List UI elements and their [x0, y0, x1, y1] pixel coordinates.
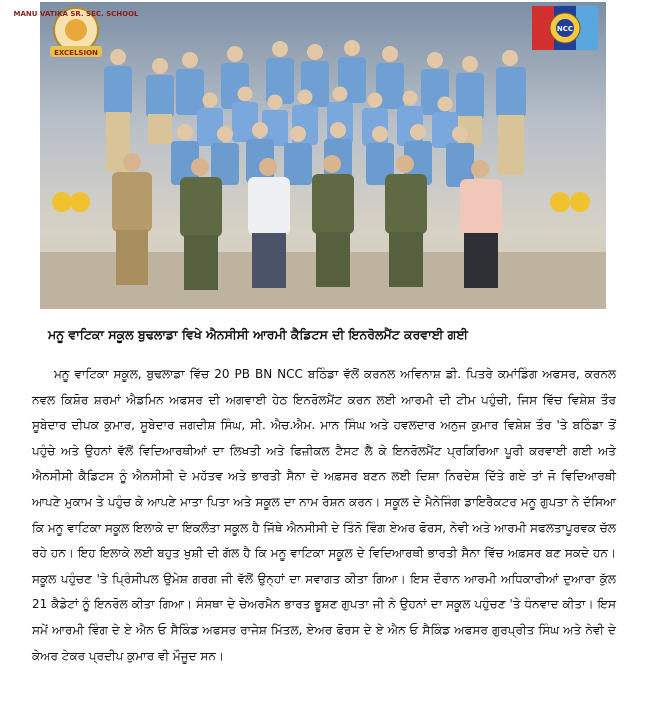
- article-body: ਮਨੂ ਵਾਟਿਕਾ ਸਕੂਲ, ਬੁਢਲਾਡਾ ਵਿੱਚ 20 PB BN NCC ਬਠਿੰਡਾ ਵੱਲੋਂ ਕਰਨਲ ਅਵਿਨਾਸ਼ ਡੀ. ਪਿਤਰੇ ਕਮਾਂਡਿੰਗ ਅਫਸਰ, ਕਰਨਲ ਨਵਲ ਕਿਸ਼ੋਰ ਸ਼ਰਮਾਂ ਐਡਮਿਨ ਅਫਸਰ ਦੀ ਅਗਵਾਈ ਹੇਠ ਇਨਰੋਲਮੈਂਟ ਕਰਨ ਲਈ ਆਰਮੀ ਦੀ ਟੀਮ ਪਹੁੰਚੀ, ਜਿਸ ਵਿੱਚ ਵਿਸ਼ੇਸ਼ ਤੌਰ ਸੂਬੇਦਾਰ ਦੀਪਕ ਕੁਮਾਰ, ਸੂਬੇਦਾਰ ਜਗਦੀਸ਼ ਸਿੰਘ, ਸੀ. ਐਚ.ਐਮ. ਮਾਨ ਸਿੰਘ ਅਤੇ ਹਵਲਦਾਰ ਅਨੁਜ ਕੁਮਾਰ ਵਿਸ਼ੇਸ਼ ਤੌਰ 'ਤੇ ਬਠਿੰਡਾ ਤੋਂ ਪਹੁੰਚੇ ਅਤੇ ਉਹਨਾਂ ਵੱਲੋਂ ਵਿਦਿਆਰਥੀਆਂ ਦਾ ਲਿਖਤੀ ਅਤੇ ਫਿਜ਼ੀਕਲ ਟੈਸਟ ਲੈ ਕੇ ਇਨਰੋਲਮੈਂਟ ਪ੍ਰਕਿਰਿਆ ਪੂਰੀ ਕਰਵਾਈ ਗਈ ਅਤੇ ਐਨਸੀਸੀ ਕੈਡਿਟਸ ਨੂੰ ਐਨਸੀਸੀ ਦੇ ਮਹੱਤਵ ਅਤੇ ਭਾਰਤੀ ਸੈਨਾ ਦੇ ਅਫ਼ਸਰ ਬਣਨ ਲਈ ਦਿਸ਼ਾ ਨਿਰਦੇਸ਼ ਦਿੱਤੇ ਗਏ ਤਾਂ ਜੋ ਵਿਦਿਆਰਥੀ ਆਪਣੇ ਮੁਕਾਮ ਤੇ ਪਹੁੰਚ ਕੇ ਆਪਣੇ ਮਾਤਾ ਪਿਤਾ ਅਤੇ ਸਕੂਲ ਦਾ ਨਾਮ ਰੋਸ਼ਨ ਕਰਨ। ਸਕੂਲ ਦੇ ਮੈਨੇਜਿੰਗ ਡਾਇਰੈਕਟਰ ਮਨੂ ਗੁਪਤਾ ਨੇ ਦੱਸਿਆ ਕਿ ਮਨੂ ਵਾਟਿਕਾ ਸਕੂਲ ਇਲਾਕੇ ਦਾ ਇਕਲੌਤਾ ਸਕੂਲ ਹੈ ਜਿੱਥੇ ਐਨਸੀਸੀ ਦੇ ਤਿੰਨੋ ਵਿੰਗ ਏਅਰ ਫੋਰਸ, ਨੇਵੀ ਅਤੇ ਆਰਮੀ ਸਫਲਤਾਪੂਰਵਕ ਚੱਲ ਰਹੇ ਹਨ। ਇਹ ਇਲਾਕੇ ਲਈ ਬਹੁਤ ਖੁਸ਼ੀ ਦੀ ਗੱਲ ਹੈ ਕਿ ਮਨੂ ਵਾਟਿਕਾ ਸਕੂਲ ਦੇ ਵਿਦਿਆਰਥੀ ਭਾਰਤੀ ਸੈਨਾ ਵਿੱਚ ਅਫ਼ਸਰ ਬਣ ਸਕਦੇ ਹਨ। ਸਕੂਲ ਪਹੁੰਚਣ 'ਤੇ ਪ੍ਰਿੰਸੀਪਲ ਉਮੇਸ਼ ਗਰਗ ਜੀ ਵੱਲੋਂ ਉਨ੍ਹਾਂ ਦਾ ਸਵਾਗਤ ਕੀਤਾ ਗਿਆ। ਇਸ ਦੌਰਾਨ ਆਰਮੀ ਅਧਿਕਾਰੀਆਂ ਦੁਆਰਾ ਕੁੱਲ 21 ਕੈਡੇਟਾਂ ਨੂੰ ਇਨਰੋਲ ਕੀਤਾ ਗਿਆ। ਸੰਸਥਾ ਦੇ ਚੇਅਰਮੈਨ ਭਾਰਤ ਭੂਸ਼ਣ ਗੁਪਤਾ ਜੀ ਨੇ ਉਹਨਾਂ ਦਾ ਸਕੂਲ ਪਹੁੰਚਣ 'ਤੇ ਧੰਨਵਾਦ ਕੀਤਾ। ਇਸ ਸਮੇਂ ਆਰਮੀ ਵਿੰਗ ਦੇ ਏ ਐਨ ਓ ਸੈਕਿੰਡ ਅਫਸਰ ਰਾਜੇਸ਼ ਮਿੱਤਲ, ਏਅਰ ਫੋਰਸ ਦੇ ਏ ਐਨ ਓ ਸੈਕਿੰਡ ਅਫਸਰ ਗੁਰਪ੍ਰੀਤ ਸਿੰਘ ਅਤੇ ਨੇਵੀ ਦੇ ਕੇਅਰ ਟੇਕਰ ਪ੍ਰਦੀਪ ਕੁਮਾਰ ਵੀ ਮੌਜੂਦ ਸਨ।: [32, 367, 616, 663]
- school-logo-top-text: MANU VATIKA SR. SEC. SCHOOL: [13, 10, 139, 18]
- article-headline: ਮਨੂ ਵਾਟਿਕਾ ਸਕੂਲ ਬੁਢਲਾਡਾ ਵਿਖੇ ਐਨਸੀਸੀ ਆਰਮੀ ਕੈਡਿਟਸ ਦੀ ਇਨਰੋਲਮੈਂਟ ਕਰਵਾਈ ਗਈ: [48, 327, 468, 342]
- ncc-logo-text: NCC: [556, 25, 574, 33]
- school-logo-banner: EXCELSION: [54, 49, 98, 57]
- group-photo: [13, 2, 606, 309]
- group-photo-illustration: [13, 2, 606, 309]
